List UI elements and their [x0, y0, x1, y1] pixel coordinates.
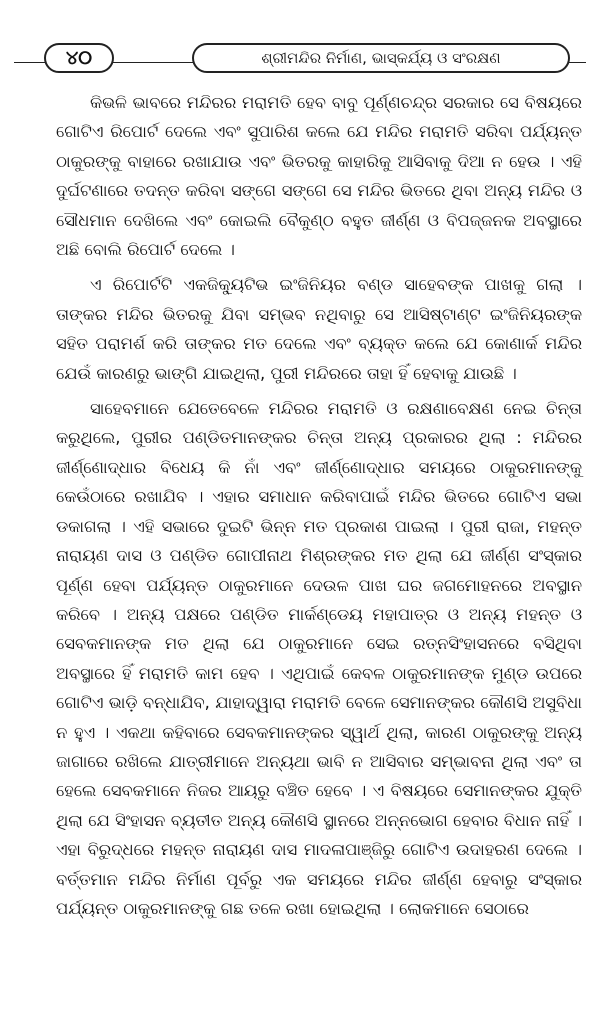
- page-body: [56, 88, 582, 929]
- paragraph-2: ଏ ରିପୋର୍ଟଟି ଏକଜିକ୍ୟୁଟିଭ ଇଂଜିନିୟର ବଣ୍ଡ ସାହେବଙ୍କ ପାଖକୁ ଗଲା । ତାଙ୍କର ମନ୍ଦିର ଭିତରକୁ ଯିବା ସମ୍ଭବ ନଥିବାରୁ ସେ ଆସିଷ୍ଟାଣ୍ଟ ଇଂଜିନିୟରଙ୍କ ସହିତ ପରାମର୍ଶ କରି ତାଙ୍କର ମତ ଦେଲେ ଏବଂ ବ୍ୟକ୍ତ କଲେ ଯେ କୋଣାର୍କ ମନ୍ଦିର ଯେଉଁ କାରଣରୁ ଭାଙ୍ଗି ଯାଇଥିଲା, ପୁରୀ ମନ୍ଦିରରେ ତାହା ହିଁ ହେବାକୁ ଯାଉଛି ।: [56, 275, 582, 383]
- paragraph-1: କିଭଳି ଭାବରେ ମନ୍ଦିରର ମରାମତି ହେବ ବାବୁ ପୂର୍ଣ୍ଣଚନ୍ଦ୍ର ସରକାର ସେ ବିଷୟରେ ଗୋଟିଏ ରିପୋର୍ଟ ଦେଲେ ଏବଂ ସୁପାରିଶ କଲେ ଯେ ମନ୍ଦିର ମରାମତି ସରିବା ପର୍ଯ୍ୟନ୍ତ ଠାକୁରଙ୍କୁ ବାହାରେ ରଖାଯାଉ ଏବଂ ଭିତରକୁ କାହାରିକୁ ଆସିବାକୁ ଦିଆ ନ ହେଉ । ଏହି ଦୁର୍ଘଟଣାରେ ତଦନ୍ତ କରିବା ସଙ୍ଗେ ସଙ୍ଗେ ସେ ମନ୍ଦିର ଭିତରେ ଥିବା ଅନ୍ୟ ମନ୍ଦିର ଓ ସୌଧମାନ ଦେଖିଲେ ଏବଂ କୋଇଲି ବୈକୁଣ୍ଠ ବହୁତ ଜୀର୍ଣ୍ଣ ଓ ବିପଜ୍ଜନକ ଅବସ୍ଥାରେ ଅଛି ବୋଲି ରିପୋର୍ଟ ଦେଲେ ।: [56, 93, 582, 260]
- page-number: ୪୦: [44, 43, 114, 73]
- running-title: ଶ୍ରୀମନ୍ଦିର ନିର୍ମାଣ, ଭାସ୍କର୍ଯ୍ୟ ଓ ସଂରକ୍ଷଣ: [192, 43, 570, 73]
- paragraph-3: ସାହେବମାନେ ଯେତେବେଳେ ମନ୍ଦିରର ମରାମତି ଓ ରକ୍ଷଣାବେକ୍ଷଣ ନେଇ ଚିନ୍ତା କରୁଥିଲେ, ପୁରୀର ପଣ୍ଡିତମାନଙ୍କର ଚିନ୍ତା ଅନ୍ୟ ପ୍ରକାରର ଥିଲା : ମନ୍ଦିରର ଜୀର୍ଣ୍ଣୋଦ୍ଧାର ବିଧେୟ କି ନାଁ ଏବଂ ଜୀର୍ଣ୍ଣୋଦ୍ଧାର ସମୟରେ ଠାକୁରମାନଙ୍କୁ କେଉଁଠାରେ ରଖାଯିବ । ଏହାର ସମାଧାନ କରିବାପାଇଁ ମନ୍ଦିର ଭିତରେ ଗୋଟିଏ ସଭା ଡକାଗଲା । ଏହି ସଭାରେ ଦୁଇଟି ଭିନ୍ନ ମତ ପ୍ରକାଶ ପାଇଲା । ପୁରୀ ରାଜା, ମହନ୍ତ ନାରାୟଣ ଦାସ ଓ ପଣ୍ଡିତ ଗୋପୀନାଥ ମିଶ୍ରଙ୍କର ମତ ଥିଲା ଯେ ଜୀର୍ଣ୍ଣ ସଂସ୍କାର ପୂର୍ଣ୍ଣ ହେବା ପର୍ଯ୍ୟନ୍ତ ଠାକୁରମାନେ ଦେଉଳ ପାଖ ଘର ଜଗମୋହନରେ ଅବସ୍ଥାନ କରିବେ । ଅନ୍ୟ ପକ୍ଷରେ ପଣ୍ଡିତ ମାର୍କଣ୍ଡେୟ ମହାପାତ୍ର ଓ ଅନ୍ୟ ମହନ୍ତ ଓ ସେବକମାନଙ୍କ ମତ ଥିଲା ଯେ ଠାକୁରମାନେ ସେଇ ରତ୍ନସିଂହାସନରେ ବସିଥିବା ଅବସ୍ଥାରେ ହିଁ ମରାମତି କାମ ହେବ । ଏଥିପାଇଁ କେବଳ ଠାକୁରମାନଙ୍କ ମୁଣ୍ଡ ଉପରେ ଗୋଟିଏ ଭାଡ଼ି ବନ୍ଧାଯିବ, ଯାହାଦ୍ୱାରା ମରାମତି ବେଳେ ସେମାନଙ୍କର କୌଣସି ଅସୁବିଧା ନ ହୁଏ । ଏକଥା କହିବାରେ ସେବକମାନଙ୍କର ସ୍ୱାର୍ଥ ଥିଲା, କାରଣ ଠାକୁରଙ୍କୁ ଅନ୍ୟ ଜାଗାରେ ରଖିଲେ ଯାତ୍ରୀମାନେ ଅନ୍ୟଥା ଭାବି ନ ଆସିବାର ସମ୍ଭାବନା ଥିଲା ଏବଂ ତା ହେଲେ ସେବକମାନେ ନିଜର ଆୟରୁ ବଞ୍ଚିତ ହେବେ । ଏ ବିଷୟରେ ସେମାନଙ୍କର ଯୁକ୍ତି ଥିଲା ଯେ ସିଂହାସନ ବ୍ୟତୀତ ଅନ୍ୟ କୌଣସି ସ୍ଥାନରେ ଅନ୍ନଭୋଗ ହେବାର ବିଧାନ ନାହିଁ । ଏହା ବିରୁଦ୍ଧରେ ମହନ୍ତ ନାରାୟଣ ଦାସ ମାଦଳାପାଞ୍ଜିରୁ ଗୋଟିଏ ଉଦାହରଣ ଦେଲେ । ବର୍ତ୍ତମାନ ମନ୍ଦିର ନିର୍ମାଣ ପୂର୍ବରୁ ଏକ ସମୟରେ ମନ୍ଦିର ଜୀର୍ଣ୍ଣ ହେବାରୁ ସଂସ୍କାର ପର୍ଯ୍ୟନ୍ତ ଠାକୁରମାନଙ୍କୁ ଗଛ ତଳେ ରଖା ହୋଇଥିଲା । ଲୋକମାନେ ସେଠାରେ: [56, 399, 582, 918]
- running-header: [14, 38, 586, 80]
